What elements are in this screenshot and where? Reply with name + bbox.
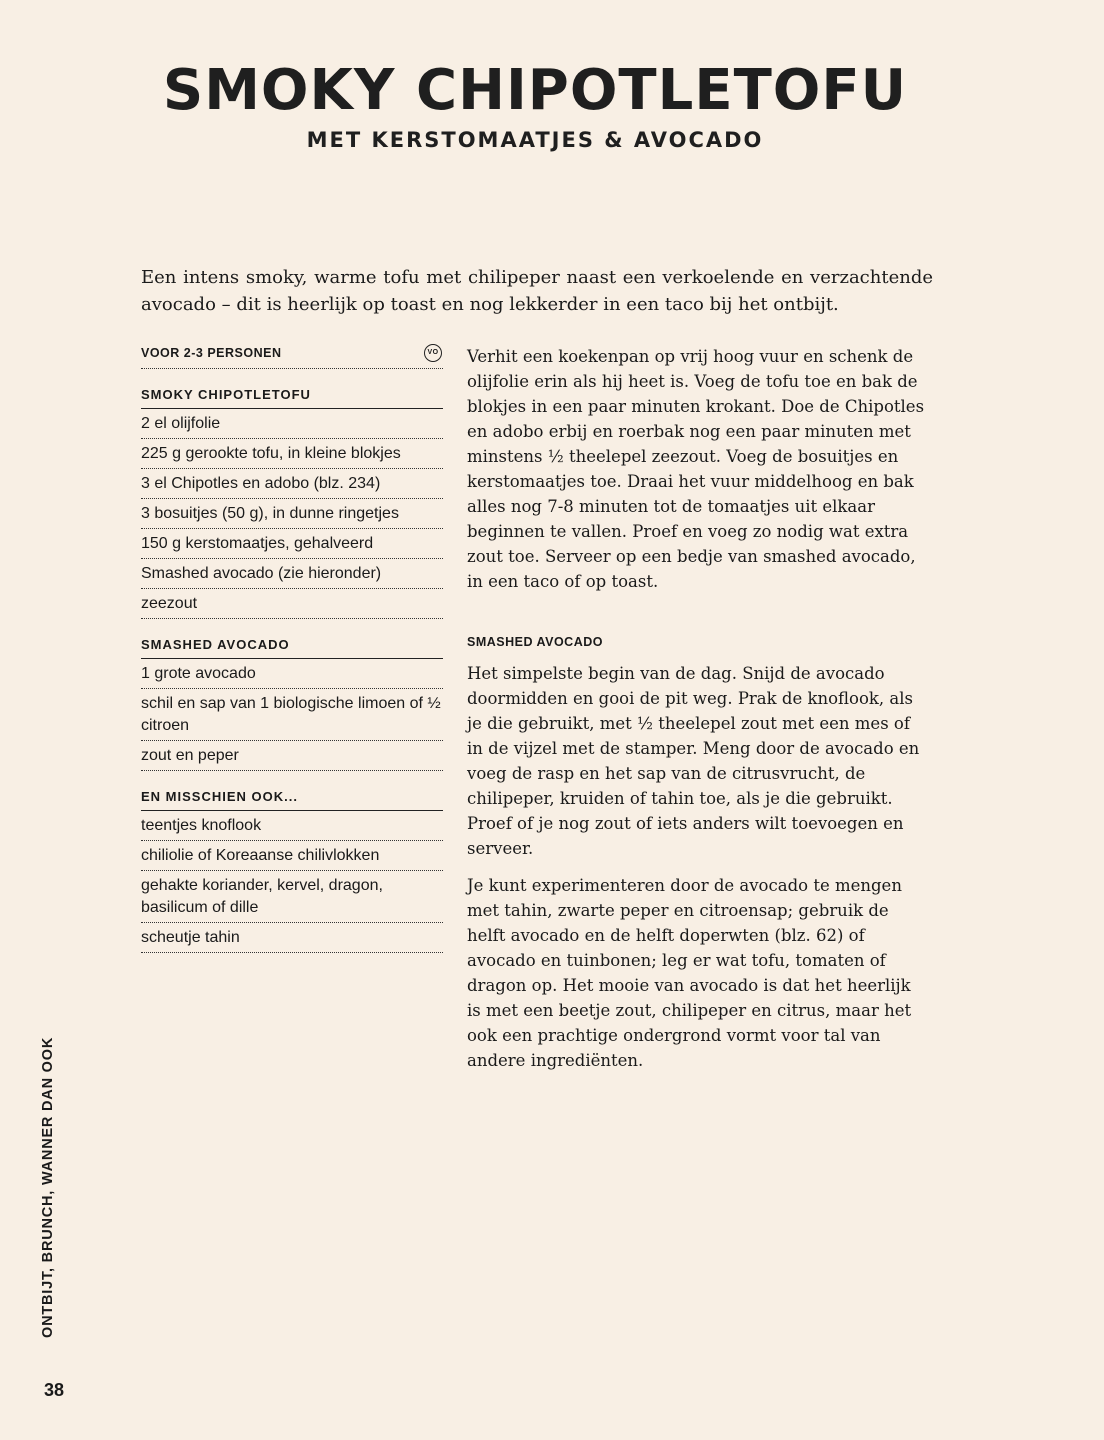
ingredient-group-heading: SMOKY CHIPOTLETOFU [141, 387, 443, 409]
ingredient-group-optional [141, 789, 443, 953]
recipe-intro: Een intens smoky, warme tofu met chilipeper naast een verkoelende en verzachtende avocado – dit is heerlijk op toast en nog lekkerder in een taco bij het ontbijt. [141, 267, 933, 315]
vegan-badge-icon: VO [424, 344, 442, 362]
ingredient-group-avocado [141, 637, 443, 771]
chapter-side-label: ONTBIJT, BRUNCH, WANNER DAN OOK [40, 1036, 56, 1338]
serves-label: VOOR 2-3 PERSONEN [141, 346, 282, 360]
method-subheading: SMASHED AVOCADO [467, 635, 603, 649]
ingredient-item: scheutje tahin [141, 923, 443, 953]
ingredient-group-heading: SMASHED AVOCADO [141, 637, 443, 659]
ingredient-group-tofu [141, 387, 443, 619]
ingredient-item: Smashed avocado (zie hieronder) [141, 559, 443, 589]
ingredient-item: zeezout [141, 589, 443, 619]
ingredient-item: 1 grote avocado [141, 659, 443, 689]
method-column [467, 344, 929, 1073]
method-paragraph: Verhit een koekenpan op vrij hoog vuur en schenk de olijfolie erin als hij heet is. Voeg de tofu toe en bak de blokjes in een paar minuten krokant. Doe de Chipotles en adobo erbij en roerbak nog een paar minuten met minstens ½ theelepel zeezout. Voeg de bosuitjes en kerstomaatjes toe. Draai het vuur middelhoog en bak alles nog 7-8 minuten tot de tomaatjes uit elkaar beginnen te vallen. Proef en voeg zo nodig wat extra zout toe. Serveer op een bedje van smashed avocado, in een taco of op toast. [467, 347, 925, 591]
ingredients-panel [141, 340, 443, 953]
ingredient-item: teentjes knoflook [141, 811, 443, 841]
ingredient-item: zout en peper [141, 741, 443, 771]
ingredient-item: 3 el Chipotles en adobo (blz. 234) [141, 469, 443, 499]
page-number: 38 [44, 1380, 65, 1400]
ingredient-item: 150 g kerstomaatjes, gehalveerd [141, 529, 443, 559]
ingredient-item: 3 bosuitjes (50 g), in dunne ringetjes [141, 499, 443, 529]
ingredient-item: gehakte koriander, kervel, dragon, basilicum of dille [141, 871, 443, 923]
ingredient-item: chiliolie of Koreaanse chilivlokken [141, 841, 443, 871]
ingredient-item: 2 el olijfolie [141, 409, 443, 439]
ingredient-item: 225 g gerookte tofu, in kleine blokjes [141, 439, 443, 469]
ingredient-item: schil en sap van 1 biologische limoen of ½ citroen [141, 689, 443, 741]
method-paragraph: Het simpelste begin van de dag. Snijd de avocado doormidden en gooi de pit weg. Prak de knoflook, als je die gebruikt, met ½ theelepel zout met een mes of in de vijzel met de stamper. Meng door de avocado en voeg de rasp en het sap van de citrusvrucht, de chilipeper, kruiden of tahin toe, als je die gebruikt. Proef of je nog zout of iets anders wilt toevoegen en serveer. [467, 664, 920, 858]
recipe-subtitle: MET KERSTOMAATJES & AVOCADO [306, 128, 764, 152]
recipe-title: SMOKY CHIPOTLETOFU [162, 58, 908, 123]
serves-row [141, 340, 443, 369]
ingredient-group-heading: EN MISSCHIEN OOK... [141, 789, 443, 811]
method-paragraph: Je kunt experimenteren door de avocado te mengen met tahin, zwarte peper en citroensap; gebruik de helft avocado en de helft doperwten (blz. 62) of avocado en tuinbonen; leg er wat tofu, tomaten of dragon op. Het mooie van avocado is dat het heerlijk is met een beetje zout, chilipeper en citrus, maar het ook een prachtige ondergrond vormt voor tal van andere ingrediënten. [467, 876, 912, 1070]
